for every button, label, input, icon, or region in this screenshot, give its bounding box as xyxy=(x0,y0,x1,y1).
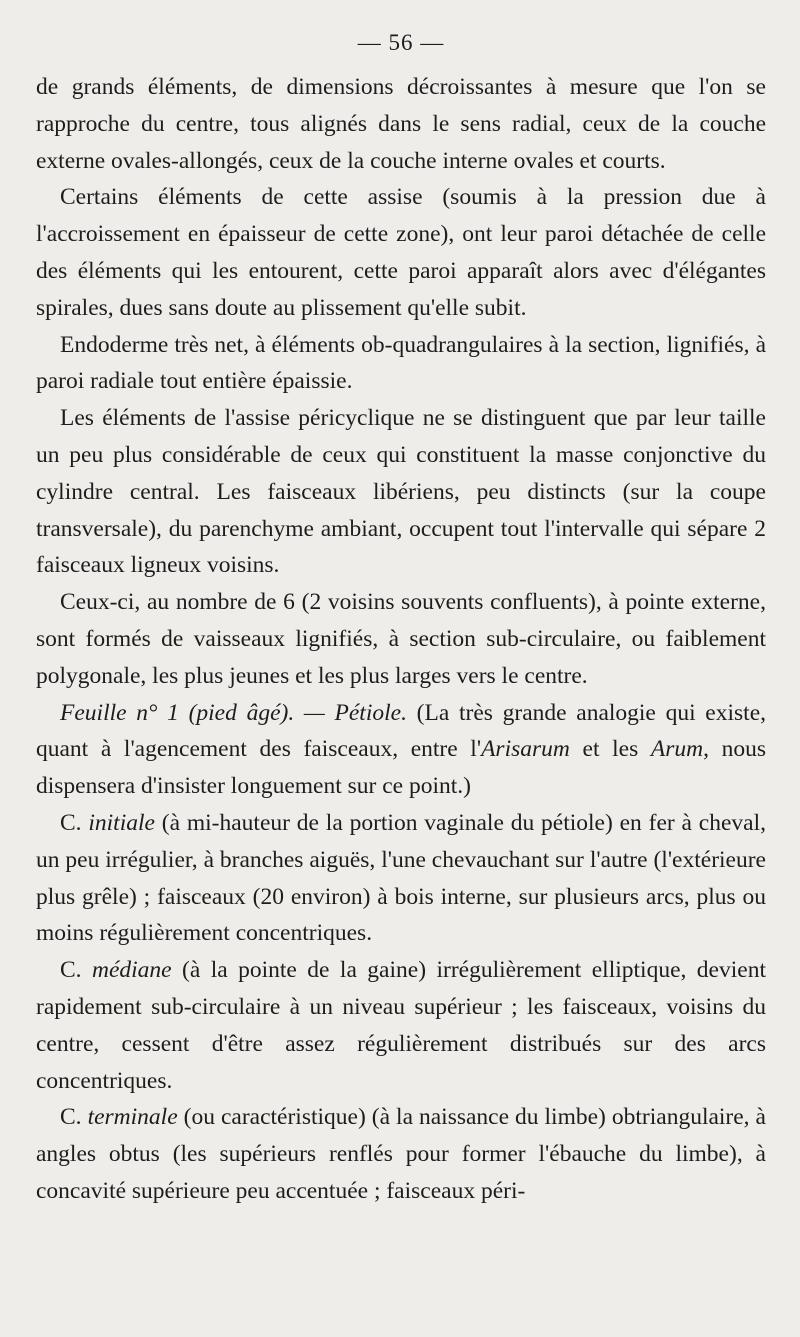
paragraph-2: Certains éléments de cette assise (soumis à la pression due à l'accroissement en épaisseur de cette zone), ont leur paroi détachée de celle des éléments qui les entourent, cette paroi apparaît alors avec d'élégantes spirales, dues sans doute au plissement qu'elle subit. xyxy=(36,184,766,321)
page-number: — 56 — xyxy=(357,30,445,55)
paragraph-9-text: (ou caractéristique) (à la naissance du limbe) obtriangulaire, à angles obtus (les supérieurs renflés pour former l'ébauche du limbe), à concavité supérieure peu accentuée ; faisceaux péri- xyxy=(36,1104,766,1204)
paragraph-9 xyxy=(36,1099,766,1209)
taxon-arum: Arum xyxy=(650,736,704,763)
paragraph-8-lead: C. xyxy=(60,957,92,984)
paragraph-6-text-b: et les xyxy=(569,736,651,763)
term-mediane: médiane xyxy=(91,957,172,984)
paragraph-7-lead: C. xyxy=(60,809,89,836)
paragraph-6-text-a: (La très grande analogie qui existe, quant à l'agencement des faisceaux, entre l' xyxy=(36,699,766,763)
paragraph-6 xyxy=(36,695,766,805)
term-terminale: terminale xyxy=(87,1104,178,1131)
paragraph-8 xyxy=(36,952,766,1099)
section-heading-petiole: Feuille n° 1 (pied âgé). — Pétiole. xyxy=(60,699,407,726)
paragraph-8-text: (à la pointe de la gaine) irrégulièrement elliptique, devient rapidement sub-circulaire à un niveau supérieur ; les faisceaux, voisins du centre, cessent d'être assez régulièrement distribués sur des arcs concentriques. xyxy=(36,957,766,1094)
term-initiale: initiale xyxy=(88,809,155,836)
paragraph-4: Les éléments de l'assise péricyclique ne se distinguent que par leur taille un peu plus considérable de ceux qui constituent la masse conjonctive du cylindre central. Les faisceaux libériens, peu distincts (sur la coupe transversale), du parenchyme ambiant, occupent tout l'intervalle qui sépare 2 faisceaux ligneux voisins. xyxy=(36,405,766,579)
paragraph-6-text-c: , nous dispensera d'insister longuement sur ce point.) xyxy=(36,736,766,800)
paragraph-5: Ceux-ci, au nombre de 6 (2 voisins souvents confluents), à pointe externe, sont formés de vaisseaux lignifiés, à section sub-circulaire, ou faiblement polygonale, les plus jeunes et les plus larges vers le centre. xyxy=(36,589,766,689)
paragraph-7 xyxy=(36,805,766,952)
paragraph-9-lead: C. xyxy=(60,1104,88,1131)
taxon-arisarum: Arisarum xyxy=(481,736,570,763)
paragraph-1: de grands éléments, de dimensions décroissantes à mesure que l'on se rapproche du centre, tous alignés dans le sens radial, ceux de la couche externe ovales-allongés, ceux de la couche interne ovales et courts. xyxy=(36,74,766,174)
paragraph-7-text: (à mi-hauteur de la portion vaginale du pétiole) en fer à cheval, un peu irrégulier, à branches aiguës, l'une chevauchant sur l'autre (l'extérieure plus grêle) ; faisceaux (20 environ) à bois interne, sur plusieurs arcs, plus ou moins régulièrement concentriques. xyxy=(36,809,766,947)
paragraph-3: Endoderme très net, à éléments ob-quadrangulaires à la section, lignifiés, à paroi radiale tout entière épaissie. xyxy=(36,331,766,395)
